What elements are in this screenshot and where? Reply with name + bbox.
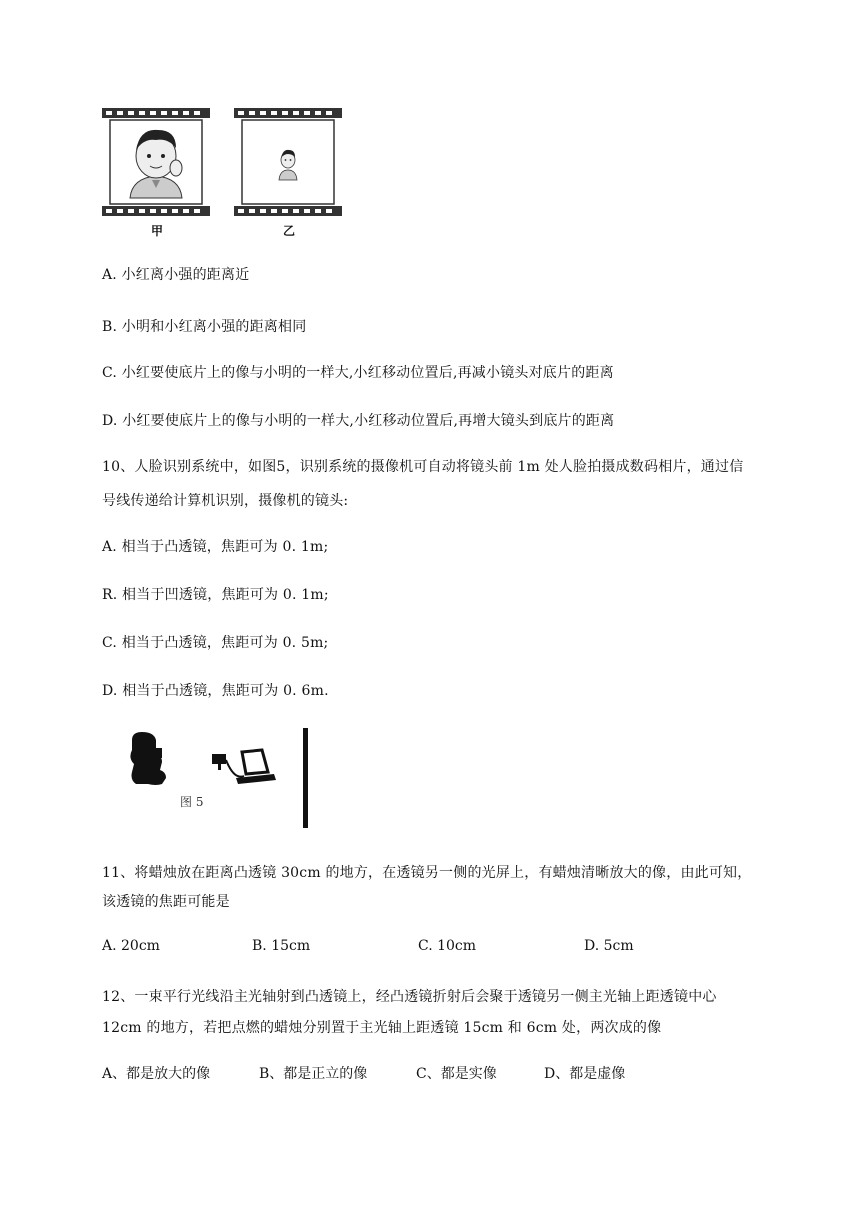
film-frame-jia: [102, 108, 210, 216]
q10-stem-line1: 10、人脸识别系统中，如图5，识别系统的摄像机可自动将镜头前 1m 处人脸拍摄成数码相片，通过信: [102, 459, 744, 475]
figure-5-label: 图 5: [180, 795, 204, 809]
q11-stem-line1: 11、将蜡烛放在距离凸透镜 30cm 的地方，在透镜另一侧的光屏上，有蜡烛清晰放大的像，由此可知，: [102, 865, 752, 881]
q12-option-b: B、都是正立的像: [259, 1066, 368, 1082]
q11-option-a: A. 20cm: [102, 938, 160, 954]
q11-options: [102, 938, 802, 958]
q12-option-a: A、都是放大的像: [102, 1066, 211, 1082]
figure-label-jia: 甲: [151, 224, 164, 238]
q12-stem-line1: 12、一束平行光线沿主光轴射到凸透镜上，经凸透镜折射后会聚于透镜另一侧主光轴上距透镜中心: [102, 989, 717, 1005]
q9-option-b: B. 小明和小红离小强的距离相同: [102, 319, 307, 335]
figure-label-yi: 乙: [283, 224, 296, 238]
q9-option-a: A. 小红离小强的距离近: [102, 267, 250, 283]
q11-option-b: B. 15cm: [252, 938, 311, 954]
q12-option-d: D、都是虚像: [544, 1066, 626, 1082]
film-yi-drawing: [234, 108, 342, 216]
figure-5-camera-computer: [126, 728, 316, 832]
q10-option-b: R. 相当于凹透镜，焦距可为 0. 1m;: [102, 587, 329, 603]
film-frame-yi: [234, 108, 342, 216]
q11-stem-line2: 该透镜的焦距可能是: [102, 894, 230, 910]
q9-option-c: C. 小红要使底片上的像与小明的一样大,小红移动位置后,再减小镜头对底片的距离: [102, 365, 614, 381]
q10-option-d: D. 相当于凸透镜，焦距可为 0. 6m.: [102, 683, 329, 699]
q10-option-c: C. 相当于凸透镜，焦距可为 0. 5m;: [102, 635, 329, 651]
film-jia-drawing: [102, 108, 210, 216]
q10-option-a: A. 相当于凸透镜，焦距可为 0. 1m;: [102, 539, 329, 555]
q12-options: [102, 1063, 802, 1083]
q11-option-c: C. 10cm: [418, 938, 477, 954]
q9-option-d: D. 小红要使底片上的像与小明的一样大,小红移动位置后,再增大镜头到底片的距离: [102, 413, 615, 429]
q10-stem-line2: 号线传递给计算机识别，摄像机的镜头:: [102, 493, 349, 509]
q12-stem-line2: 12cm 的地方，若把点燃的蜡烛分别置于主光轴上距透镜 15cm 和 6cm 处，两次成的像: [102, 1020, 662, 1036]
q11-option-d: D. 5cm: [584, 938, 634, 954]
q12-option-c: C、都是实像: [416, 1066, 497, 1082]
